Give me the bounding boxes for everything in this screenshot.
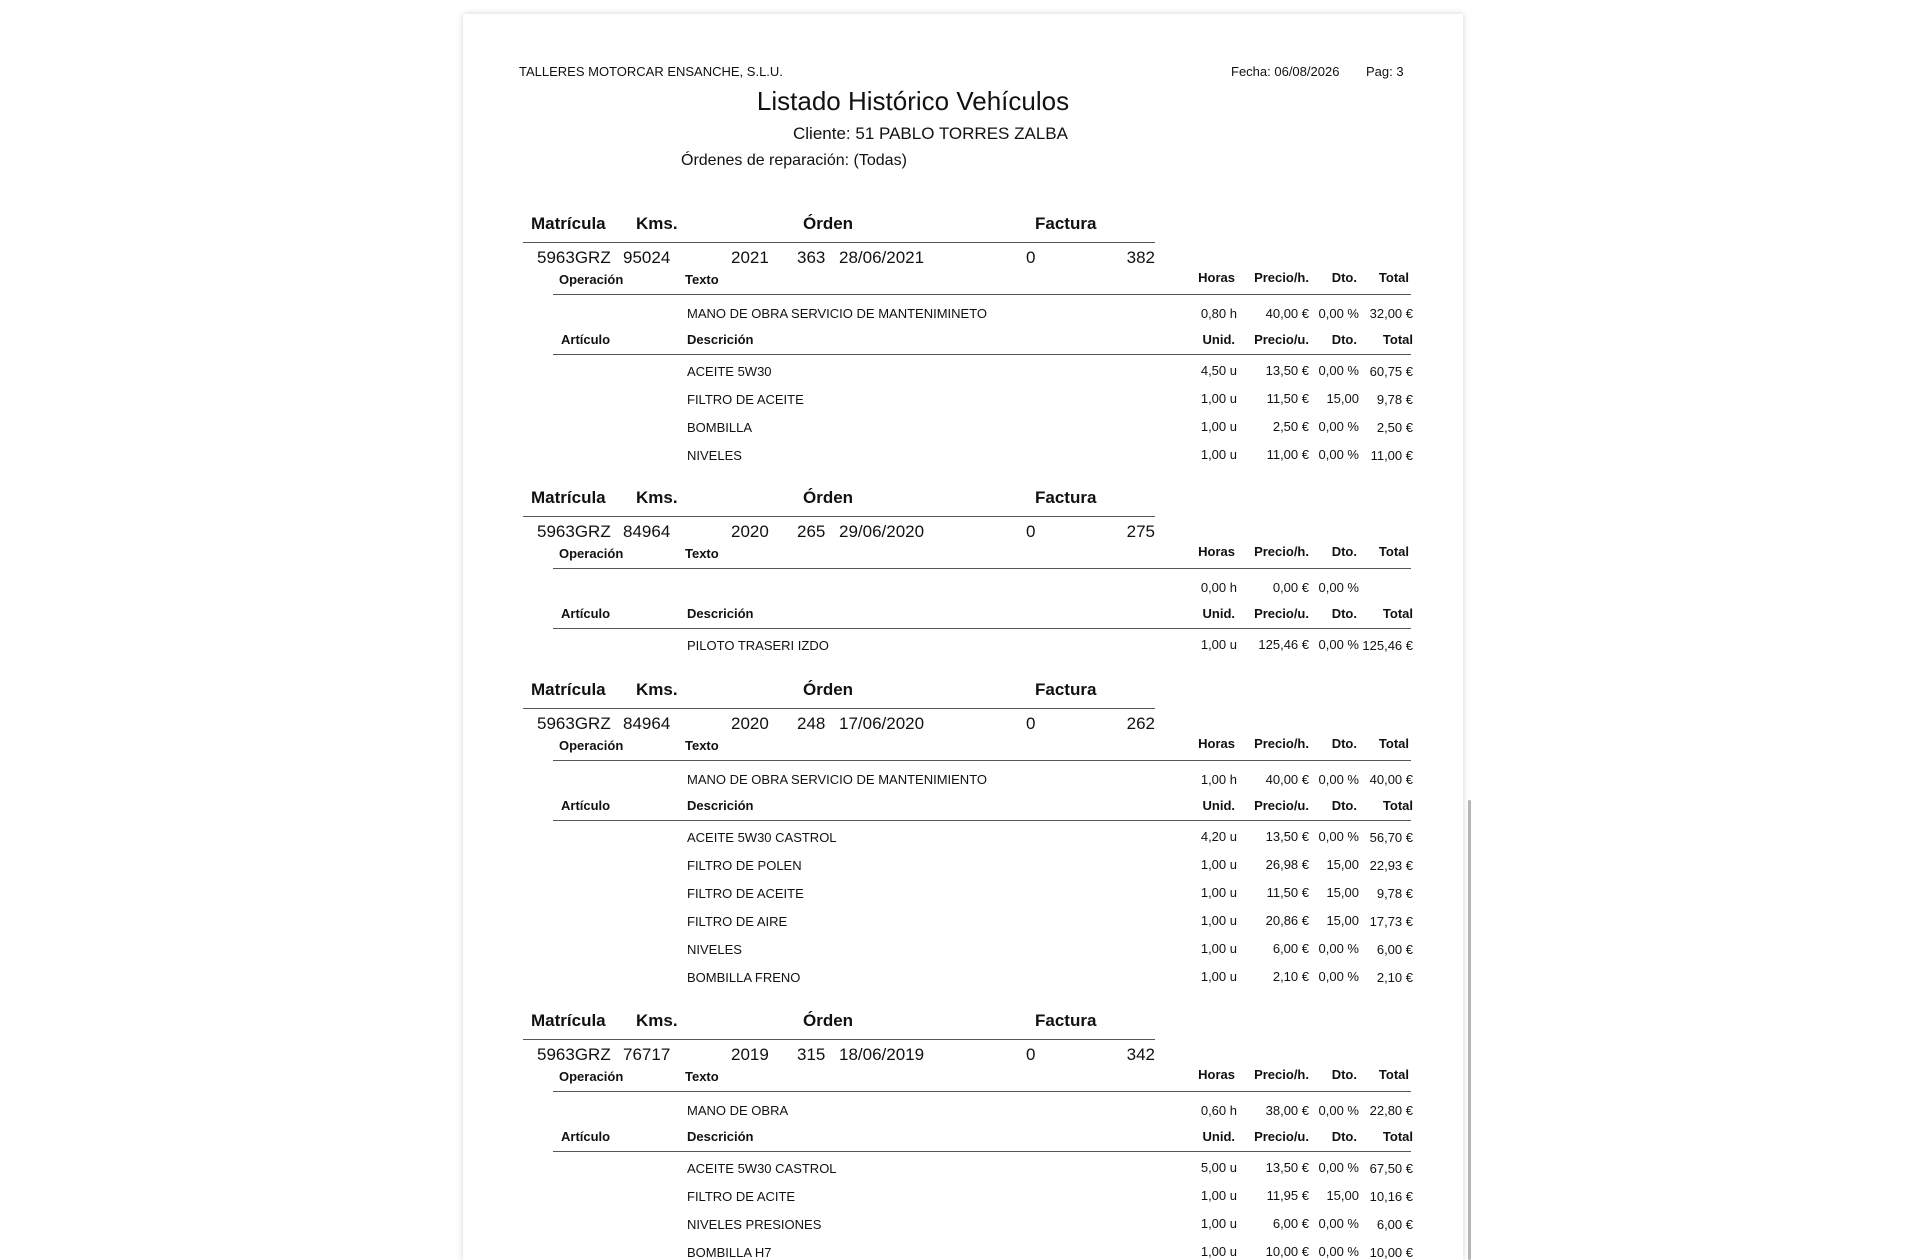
article-description: FILTRO DE POLEN <box>687 858 802 873</box>
col-header-matricula: Matrícula <box>531 214 606 233</box>
col-header-unid: Unid. <box>1202 332 1235 347</box>
col-header-dto: Dto. <box>1331 270 1357 285</box>
col-header-orden: Órden <box>803 680 854 699</box>
article-units: 1,00 u <box>1200 969 1237 984</box>
divider <box>523 242 1155 243</box>
order-number: 248 <box>797 714 826 733</box>
col-header-dto: Dto. <box>1331 606 1357 621</box>
scrollbar-thumb[interactable] <box>1468 800 1471 1260</box>
col-header-precio-u: Precio/u. <box>1254 1129 1309 1144</box>
col-header-operacion: Operación <box>559 546 624 561</box>
operation-text: MANO DE OBRA SERVICIO DE MANTENIMINETO <box>687 306 988 321</box>
article-price: 6,00 € <box>1272 1216 1309 1231</box>
col-header-orden: Órden <box>803 1011 854 1030</box>
invoice-number: 262 <box>1126 714 1155 733</box>
col-header-unid: Unid. <box>1202 1129 1235 1144</box>
article-units: 4,50 u <box>1200 363 1237 378</box>
article-total: 67,50 € <box>1369 1161 1413 1176</box>
article-units: 1,00 u <box>1200 857 1237 872</box>
operation-text: MANO DE OBRA SERVICIO DE MANTENIMIENTO <box>687 772 988 787</box>
divider <box>553 354 1411 355</box>
divider <box>523 516 1155 517</box>
operation-price: 0,00 € <box>1272 580 1309 595</box>
invoice-number: 342 <box>1126 1045 1155 1064</box>
article-total: 125,46 € <box>1362 638 1413 653</box>
article-total: 56,70 € <box>1369 830 1413 845</box>
col-header-precio-h: Precio/h. <box>1254 1067 1309 1082</box>
article-description: NIVELES <box>687 942 742 957</box>
operation-discount: 0,00 % <box>1318 306 1359 321</box>
col-header-texto: Texto <box>685 272 719 287</box>
col-header-kms: Kms. <box>636 1011 678 1030</box>
orders-filter: Órdenes de reparación: (Todas) <box>681 152 907 169</box>
client-line: Cliente: 51 PABLO TORRES ZALBA <box>793 124 1068 143</box>
operation-hours: 0,80 h <box>1200 306 1237 321</box>
operation-price: 40,00 € <box>1265 306 1309 321</box>
article-price: 11,95 € <box>1266 1188 1309 1203</box>
operation-price: 40,00 € <box>1265 772 1309 787</box>
report-page <box>463 14 1463 1260</box>
col-header-total: Total <box>1378 736 1409 751</box>
col-header-dto: Dto. <box>1331 1067 1357 1082</box>
col-header-articulo: Artículo <box>561 606 611 621</box>
divider <box>553 820 1411 821</box>
col-header-orden: Órden <box>803 488 854 507</box>
col-header-orden: Órden <box>803 214 854 233</box>
col-header-unid: Unid. <box>1202 606 1235 621</box>
operation-discount: 0,00 % <box>1318 772 1359 787</box>
col-header-dto: Dto. <box>1331 1129 1357 1144</box>
article-discount: 0,00 % <box>1318 447 1359 462</box>
col-header-precio-h: Precio/h. <box>1254 736 1309 751</box>
article-units: 1,00 u <box>1200 1188 1237 1203</box>
article-description: BOMBILLA FRENO <box>687 970 801 985</box>
article-description: NIVELES <box>687 448 742 463</box>
divider <box>553 1091 1411 1092</box>
col-header-articulo: Artículo <box>561 1129 611 1144</box>
col-header-unid: Unid. <box>1202 798 1235 813</box>
article-description: PILOTO TRASERI IZDO <box>687 638 829 653</box>
col-header-kms: Kms. <box>636 214 678 233</box>
operation-total: 40,00 € <box>1369 772 1413 787</box>
operation-discount: 0,00 % <box>1318 580 1359 595</box>
col-header-total: Total <box>1382 332 1413 347</box>
col-header-dto: Dto. <box>1331 544 1357 559</box>
operation-text: MANO DE OBRA <box>687 1103 789 1118</box>
col-header-total: Total <box>1382 1129 1413 1144</box>
vehicle-plate: 5963GRZ <box>537 248 611 267</box>
order-date: 17/06/2020 <box>839 714 925 733</box>
article-units: 1,00 u <box>1200 1244 1237 1259</box>
order-date: 18/06/2019 <box>839 1045 925 1064</box>
article-price: 6,00 € <box>1272 941 1309 956</box>
article-total: 60,75 € <box>1369 364 1413 379</box>
article-total: 6,00 € <box>1376 942 1413 957</box>
invoice-flag: 0 <box>1026 522 1036 541</box>
order-year: 2021 <box>731 248 769 267</box>
col-header-horas: Horas <box>1198 1067 1235 1082</box>
article-description: ACEITE 5W30 CASTROL <box>687 1161 837 1176</box>
article-total: 6,00 € <box>1376 1217 1413 1232</box>
article-units: 5,00 u <box>1200 1160 1237 1175</box>
operation-hours: 0,00 h <box>1200 580 1237 595</box>
invoice-number: 275 <box>1126 522 1155 541</box>
report-title: Listado Histórico Vehículos <box>756 86 1070 116</box>
article-description: ACEITE 5W30 CASTROL <box>687 830 837 845</box>
vehicle-plate: 5963GRZ <box>537 522 611 541</box>
divider <box>553 760 1411 761</box>
article-discount: 15,00 <box>1326 857 1359 872</box>
col-header-factura: Factura <box>1035 214 1097 233</box>
col-header-matricula: Matrícula <box>531 1011 606 1030</box>
operation-total: 32,00 € <box>1369 306 1413 321</box>
divider <box>553 568 1411 569</box>
operation-price: 38,00 € <box>1265 1103 1309 1118</box>
col-header-texto: Texto <box>685 546 719 561</box>
vehicle-plate: 5963GRZ <box>537 714 611 733</box>
article-description: BOMBILLA <box>687 420 753 435</box>
vehicle-kms: 76717 <box>623 1045 671 1064</box>
article-total: 9,78 € <box>1376 886 1413 901</box>
article-total: 17,73 € <box>1369 914 1413 929</box>
article-total: 11,00 € <box>1370 448 1413 463</box>
article-total: 10,16 € <box>1369 1189 1413 1204</box>
col-header-operacion: Operación <box>559 1069 624 1084</box>
article-price: 11,00 € <box>1266 447 1309 462</box>
article-units: 1,00 u <box>1200 391 1237 406</box>
article-discount: 0,00 % <box>1318 637 1359 652</box>
col-header-dto: Dto. <box>1331 332 1357 347</box>
col-header-kms: Kms. <box>636 488 678 507</box>
divider <box>523 1039 1155 1040</box>
col-header-kms: Kms. <box>636 680 678 699</box>
operation-total: 22,80 € <box>1369 1103 1413 1118</box>
col-header-dto: Dto. <box>1331 798 1357 813</box>
col-header-horas: Horas <box>1198 270 1235 285</box>
invoice-flag: 0 <box>1026 714 1036 733</box>
divider <box>553 628 1411 629</box>
col-header-total: Total <box>1378 270 1409 285</box>
article-price: 11,50 € <box>1266 885 1309 900</box>
operation-hours: 1,00 h <box>1200 772 1237 787</box>
article-description: FILTRO DE ACEITE <box>687 392 804 407</box>
article-price: 11,50 € <box>1266 391 1309 406</box>
article-price: 26,98 € <box>1265 857 1309 872</box>
article-price: 2,50 € <box>1272 419 1309 434</box>
col-header-total: Total <box>1378 1067 1409 1082</box>
article-description: BOMBILLA H7 <box>687 1245 772 1260</box>
operation-discount: 0,00 % <box>1318 1103 1359 1118</box>
article-units: 1,00 u <box>1200 913 1237 928</box>
col-header-horas: Horas <box>1198 544 1235 559</box>
article-units: 1,00 u <box>1200 637 1237 652</box>
col-header-factura: Factura <box>1035 488 1097 507</box>
article-discount: 15,00 <box>1326 1188 1359 1203</box>
article-description: FILTRO DE ACEITE <box>687 886 804 901</box>
article-discount: 0,00 % <box>1318 969 1359 984</box>
col-header-descricion: Descrición <box>687 332 754 347</box>
article-price: 13,50 € <box>1265 1160 1309 1175</box>
article-total: 2,50 € <box>1376 420 1413 435</box>
article-units: 4,20 u <box>1200 829 1237 844</box>
article-discount: 0,00 % <box>1318 829 1359 844</box>
article-discount: 0,00 % <box>1318 941 1359 956</box>
col-header-horas: Horas <box>1198 736 1235 751</box>
invoice-flag: 0 <box>1026 1045 1036 1064</box>
col-header-factura: Factura <box>1035 680 1097 699</box>
col-header-precio-h: Precio/h. <box>1254 270 1309 285</box>
col-header-precio-u: Precio/u. <box>1254 332 1309 347</box>
col-header-matricula: Matrícula <box>531 680 606 699</box>
article-total: 9,78 € <box>1376 392 1413 407</box>
article-description: FILTRO DE AIRE <box>687 914 788 929</box>
col-header-precio-h: Precio/h. <box>1254 544 1309 559</box>
article-units: 1,00 u <box>1200 419 1237 434</box>
article-discount: 0,00 % <box>1318 1244 1359 1259</box>
vehicle-plate: 5963GRZ <box>537 1045 611 1064</box>
col-header-total: Total <box>1382 798 1413 813</box>
article-units: 1,00 u <box>1200 941 1237 956</box>
col-header-descricion: Descrición <box>687 798 754 813</box>
divider <box>553 294 1411 295</box>
col-header-matricula: Matrícula <box>531 488 606 507</box>
col-header-operacion: Operación <box>559 738 624 753</box>
article-price: 125,46 € <box>1258 637 1309 652</box>
article-price: 10,00 € <box>1265 1244 1309 1259</box>
report-date: Fecha: 06/08/2026 <box>1231 64 1340 79</box>
article-units: 1,00 u <box>1200 447 1237 462</box>
col-header-precio-u: Precio/u. <box>1254 606 1309 621</box>
divider <box>523 708 1155 709</box>
order-number: 315 <box>797 1045 826 1064</box>
order-date: 29/06/2020 <box>839 522 925 541</box>
article-units: 1,00 u <box>1200 1216 1237 1231</box>
article-discount: 0,00 % <box>1318 1160 1359 1175</box>
col-header-total: Total <box>1378 544 1409 559</box>
vehicle-kms: 95024 <box>623 248 671 267</box>
article-description: ACEITE 5W30 <box>687 364 772 379</box>
article-total: 22,93 € <box>1369 858 1413 873</box>
col-header-texto: Texto <box>685 738 719 753</box>
col-header-texto: Texto <box>685 1069 719 1084</box>
divider <box>553 1151 1411 1152</box>
col-header-precio-u: Precio/u. <box>1254 798 1309 813</box>
invoice-number: 382 <box>1126 248 1155 267</box>
article-price: 13,50 € <box>1265 363 1309 378</box>
order-year: 2020 <box>731 522 769 541</box>
operation-hours: 0,60 h <box>1200 1103 1237 1118</box>
article-discount: 15,00 <box>1326 913 1359 928</box>
order-date: 28/06/2021 <box>839 248 925 267</box>
col-header-operacion: Operación <box>559 272 624 287</box>
col-header-dto: Dto. <box>1331 736 1357 751</box>
article-discount: 0,00 % <box>1318 363 1359 378</box>
col-header-descricion: Descrición <box>687 1129 754 1144</box>
article-description: NIVELES PRESIONES <box>687 1217 822 1232</box>
article-discount: 15,00 <box>1326 885 1359 900</box>
col-header-factura: Factura <box>1035 1011 1097 1030</box>
article-price: 20,86 € <box>1265 913 1309 928</box>
article-price: 13,50 € <box>1265 829 1309 844</box>
col-header-articulo: Artículo <box>561 332 611 347</box>
order-number: 265 <box>797 522 826 541</box>
article-discount: 0,00 % <box>1318 419 1359 434</box>
order-year: 2020 <box>731 714 769 733</box>
order-number: 363 <box>797 248 826 267</box>
article-units: 1,00 u <box>1200 885 1237 900</box>
article-total: 2,10 € <box>1376 970 1413 985</box>
article-price: 2,10 € <box>1272 969 1309 984</box>
col-header-total: Total <box>1382 606 1413 621</box>
vehicle-kms: 84964 <box>623 522 671 541</box>
order-year: 2019 <box>731 1045 769 1064</box>
col-header-descricion: Descrición <box>687 606 754 621</box>
invoice-flag: 0 <box>1026 248 1036 267</box>
article-discount: 15,00 <box>1326 391 1359 406</box>
page-number: Pag: 3 <box>1366 64 1404 79</box>
company-name: TALLERES MOTORCAR ENSANCHE, S.L.U. <box>519 64 783 79</box>
article-discount: 0,00 % <box>1318 1216 1359 1231</box>
article-total: 10,00 € <box>1369 1245 1413 1260</box>
vehicle-kms: 84964 <box>623 714 671 733</box>
article-description: FILTRO DE ACITE <box>687 1189 796 1204</box>
col-header-articulo: Artículo <box>561 798 611 813</box>
